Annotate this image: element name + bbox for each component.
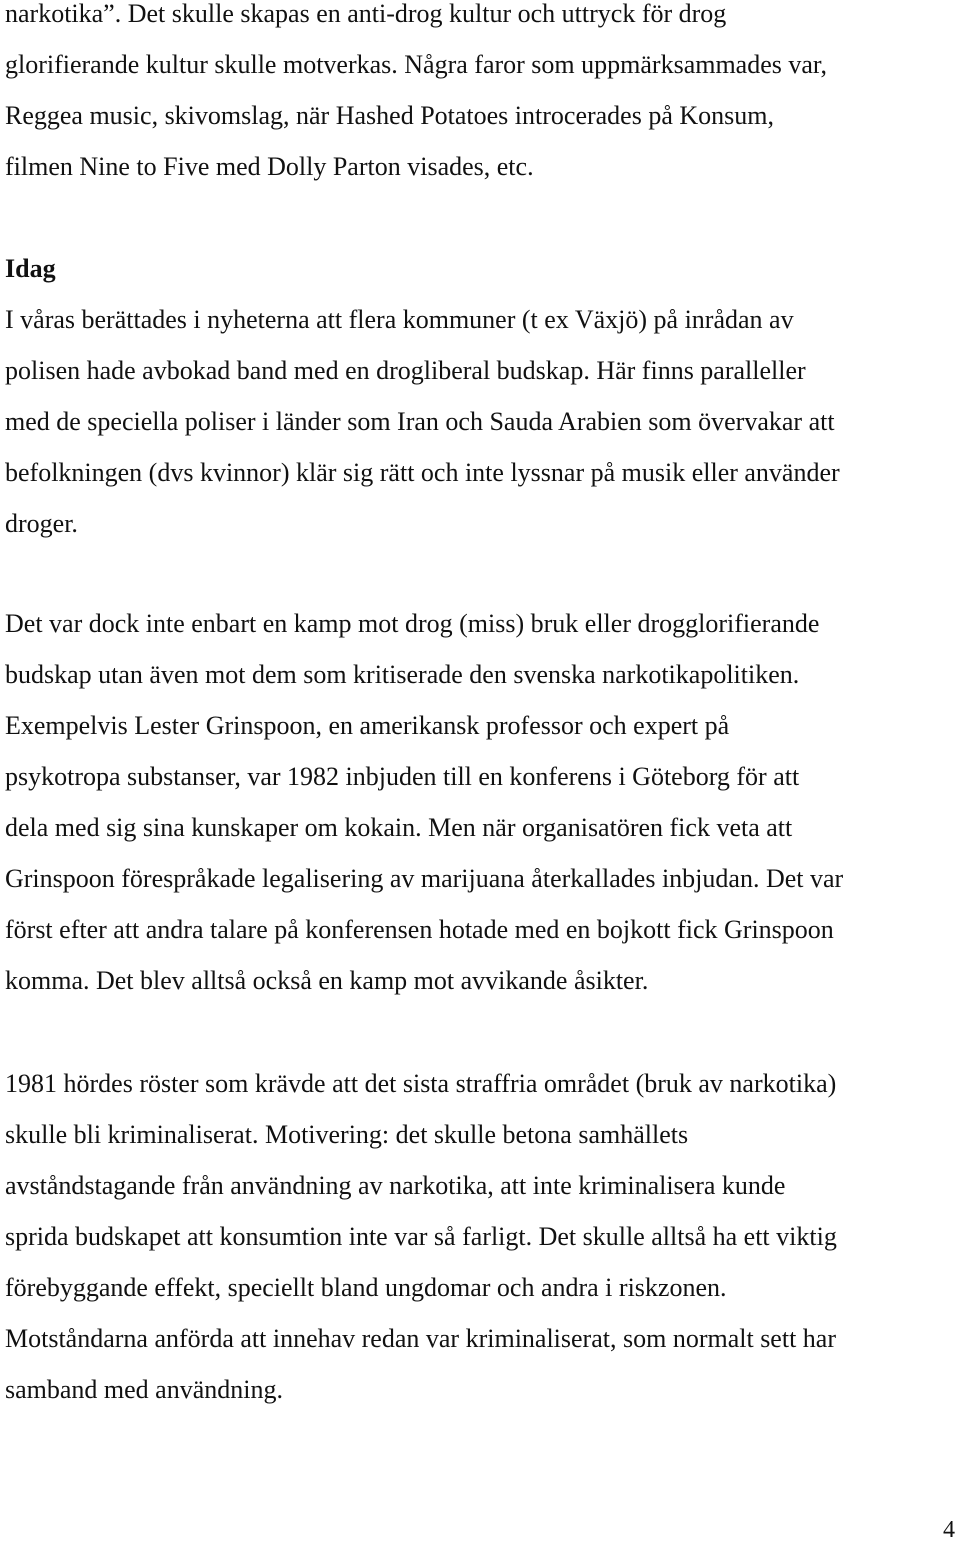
- text-line: Exempelvis Lester Grinspoon, en amerikansk professor och expert på: [5, 711, 730, 740]
- text-line: med de speciella poliser i länder som Iran och Sauda Arabien som övervakar att: [5, 407, 835, 436]
- text-line: avståndstagande från användning av narkotika, att inte kriminalisera kunde: [5, 1171, 786, 1200]
- text-line: filmen Nine to Five med Dolly Parton visades, etc.: [5, 152, 534, 181]
- text-line: psykotropa substanser, var 1982 inbjuden till en konferens i Göteborg för att: [5, 762, 800, 791]
- text-line: I våras berättades i nyheterna att flera kommuner (t ex Växjö) på inrådan av: [5, 305, 794, 334]
- section-heading-idag: Idag: [5, 254, 56, 283]
- text-line: Det var dock inte enbart en kamp mot drog (miss) bruk eller drogglorifierande: [5, 609, 820, 638]
- text-line: droger.: [5, 509, 78, 538]
- text-line: skulle bli kriminaliserat. Motivering: det skulle betona samhällets: [5, 1120, 689, 1149]
- text-line: sprida budskapet att konsumtion inte var så farligt. Det skulle alltså ha ett viktig: [5, 1222, 837, 1251]
- text-line: Grinspoon förespråkade legalisering av marijuana återkallades inbjudan. Det var: [5, 864, 844, 893]
- text-line: samband med användning.: [5, 1375, 283, 1404]
- text-line: narkotika”. Det skulle skapas en anti-drog kultur och uttryck för drog: [5, 0, 727, 28]
- text-line: Reggea music, skivomslag, när Hashed Potatoes introcerades på Konsum,: [5, 101, 774, 130]
- text-line: först efter att andra talare på konferensen hotade med en bojkott fick Grinspoon: [5, 915, 834, 944]
- paragraph-intro: [5, 0, 955, 192]
- page-number: 4: [943, 1517, 955, 1543]
- text-line: dela med sig sina kunskaper om kokain. Men när organisatören fick veta att: [5, 813, 793, 842]
- text-line: 1981 hördes röster som krävde att det sista straffria området (bruk av narkotika): [5, 1069, 837, 1098]
- text-line: glorifierande kultur skulle motverkas. Några faror som uppmärksammades var,: [5, 50, 828, 79]
- paragraph-grinspoon: [5, 598, 955, 1006]
- text-line: förebyggande effekt, speciellt bland ungdomar och andra i riskzonen.: [5, 1273, 727, 1302]
- paragraph-1981: [5, 1058, 955, 1415]
- text-line: budskap utan även mot dem som kritiserade den svenska narkotikapolitiken.: [5, 660, 800, 689]
- paragraph-idag: [5, 294, 955, 549]
- text-line: polisen hade avbokad band med en drogliberal budskap. Här finns paralleller: [5, 356, 806, 385]
- text-line: komma. Det blev alltså också en kamp mot avvikande åsikter.: [5, 966, 649, 995]
- text-line: Motståndarna anförda att innehav redan var kriminaliserat, som normalt sett har: [5, 1324, 836, 1353]
- text-line: befolkningen (dvs kvinnor) klär sig rätt och inte lyssnar på musik eller använder: [5, 458, 840, 487]
